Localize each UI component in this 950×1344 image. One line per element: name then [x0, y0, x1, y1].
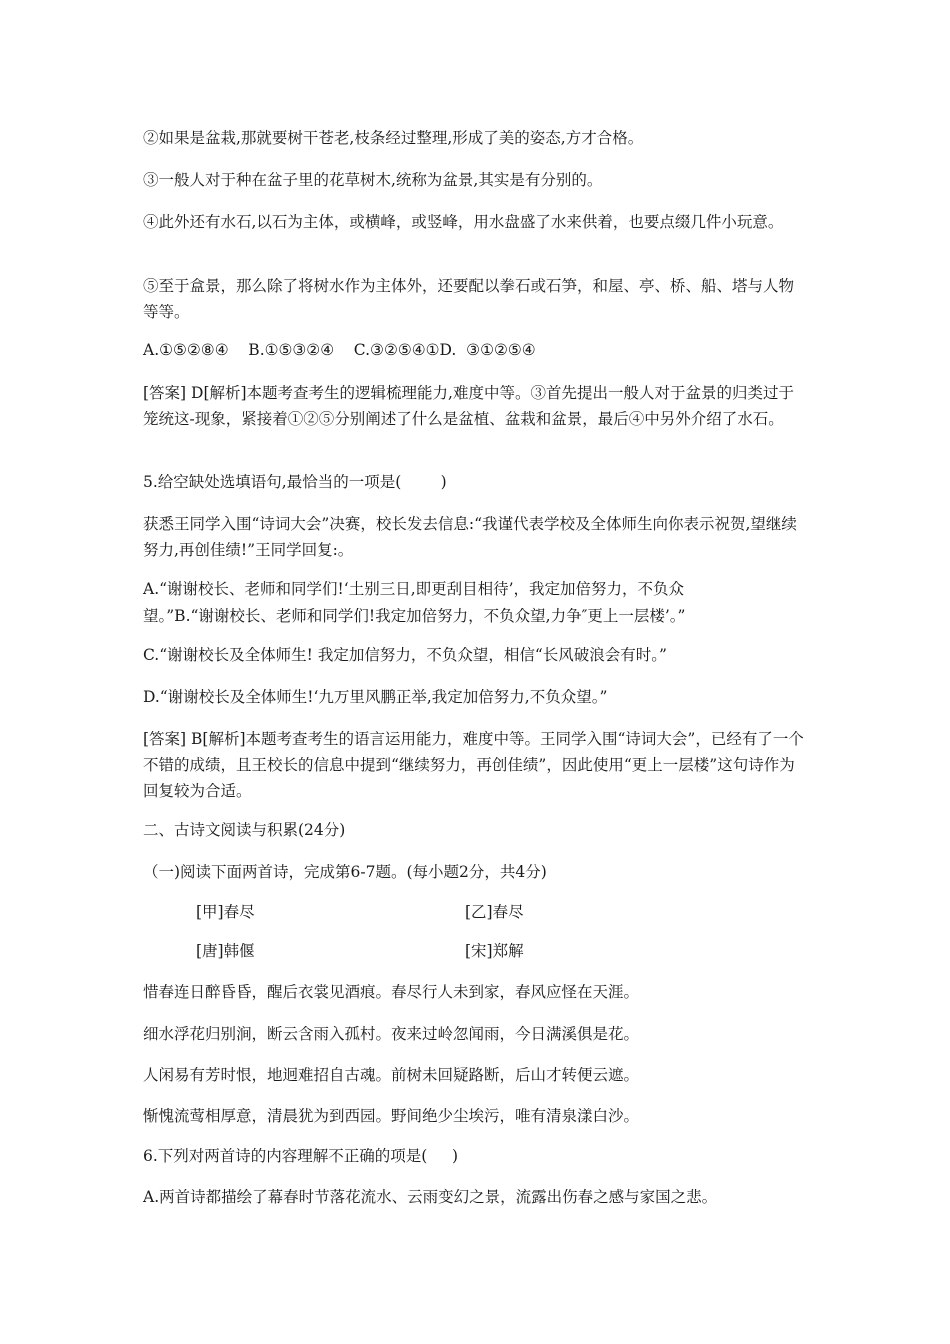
- q5-option-c: C.“谢谢校长及全体师生! 我定加信努力，不负众望，相信“长风破浪会有时。”: [143, 646, 667, 664]
- q5-option-a-line1: A.“谢谢校长、老师和同学们!‘土别三日,即更刮目相待’，我定加倍努力，不负众: [143, 580, 685, 598]
- poem-line: 惜春连日醉昏昏，醒后衣裳见酒痕。春尽行人未到家，春风应怪在天涯。: [143, 983, 640, 1001]
- section-2-subheading: （一)阅读下面两首诗，完成第6-7题。(每小题2分，共4分): [143, 863, 547, 881]
- q6-stem: 6.下列对两首诗的内容理解不正确的项是( ): [143, 1147, 459, 1165]
- q5-context: 获悉王同学入围“诗词大会”决赛，校长发去信息:“我谨代表学校及全体师生向你表示祝贺,望继续努力,再创佳绩!”王同学回复:。: [143, 515, 797, 559]
- poem-line: 人闲易有芳时恨，地迥难招自古魂。前树未回疑路断，后山才转便云遮。: [143, 1066, 640, 1084]
- poem-titles-row: [0, 899, 950, 925]
- q4-item-3: ③一般人对于种在盆子里的花草树木,统称为盆景,其实是有分别的。: [143, 171, 603, 189]
- poem-b-title: [乙]春尽: [465, 903, 524, 921]
- q4-item-4: ④此外还有水石,以石为主体，或横峰，或竖峰，用水盘盛了水来供着，也要点缀几件小玩意。: [143, 213, 784, 231]
- q4-item-2: ②如果是盆栽,那就要树干苍老,枝条经过整理,形成了美的姿态,方才合格。: [143, 129, 644, 147]
- q4-item-5: ⑤至于盒景，那么除了将树水作为主体外，还要配以拳石或石笋，和屋、亭、桥、船、塔与人物等等。: [143, 277, 795, 321]
- poem-a-title: [甲]春尽: [196, 903, 255, 921]
- poem-line: 细水浮花归别涧，断云含雨入孤村。夜来过岭忽闻雨，今日满溪俱是花。: [143, 1025, 640, 1043]
- section-2-heading: 二、古诗文阅读与积累(24分): [143, 821, 346, 839]
- q5-option-a-b-line2: 望。”B.“谢谢校长、老师和同学们!我定加倍努力，不负众望,力争″更上一层楼’。”: [143, 607, 686, 625]
- q5-answer: [答案] B[解析]本题考查考生的语言运用能力，难度中等。王同学入围“诗词大会”，已经有了一个不错的成绩，且王校长的信息中提到“继续努力，再创佳绩”，因此使用“更上一层楼”这句诗作为回复较为合适。: [143, 730, 804, 800]
- poem-a-author: [唐]韩偃: [196, 942, 255, 960]
- poem-line: 惭愧流莺相厚意，清晨犹为到西园。野间绝少尘埃污，唯有清泉漾白沙。: [143, 1107, 640, 1125]
- poem-authors-row: [0, 938, 950, 964]
- q6-option-a: A.两首诗都描绘了幕春时节落花流水、云雨变幻之景，流露出伤春之感与家国之悲。: [143, 1188, 718, 1206]
- q4-options: A.①⑤②⑧④ B.①⑤③②④ C.③②⑤④①D. ③①②⑤④: [143, 341, 536, 359]
- q4-answer: [答案] D[解析]本题考查考生的逻辑梳理能力,难度中等。③首先提出一般人对于盆景的归类过于笼统这-现象，紧接着①②⑤分别阐述了什么是盆植、盆栽和盆景，最后④中另外介绍了水石。: [143, 384, 794, 428]
- poem-b-author: [宋]郑解: [465, 942, 524, 960]
- q5-option-d: D.“谢谢校长及全体师生!‘九万里风鹏正举,我定加倍努力,不负众望。”: [143, 688, 608, 706]
- q5-stem: 5.给空缺处选填语句,最恰当的一项是( ): [143, 473, 447, 491]
